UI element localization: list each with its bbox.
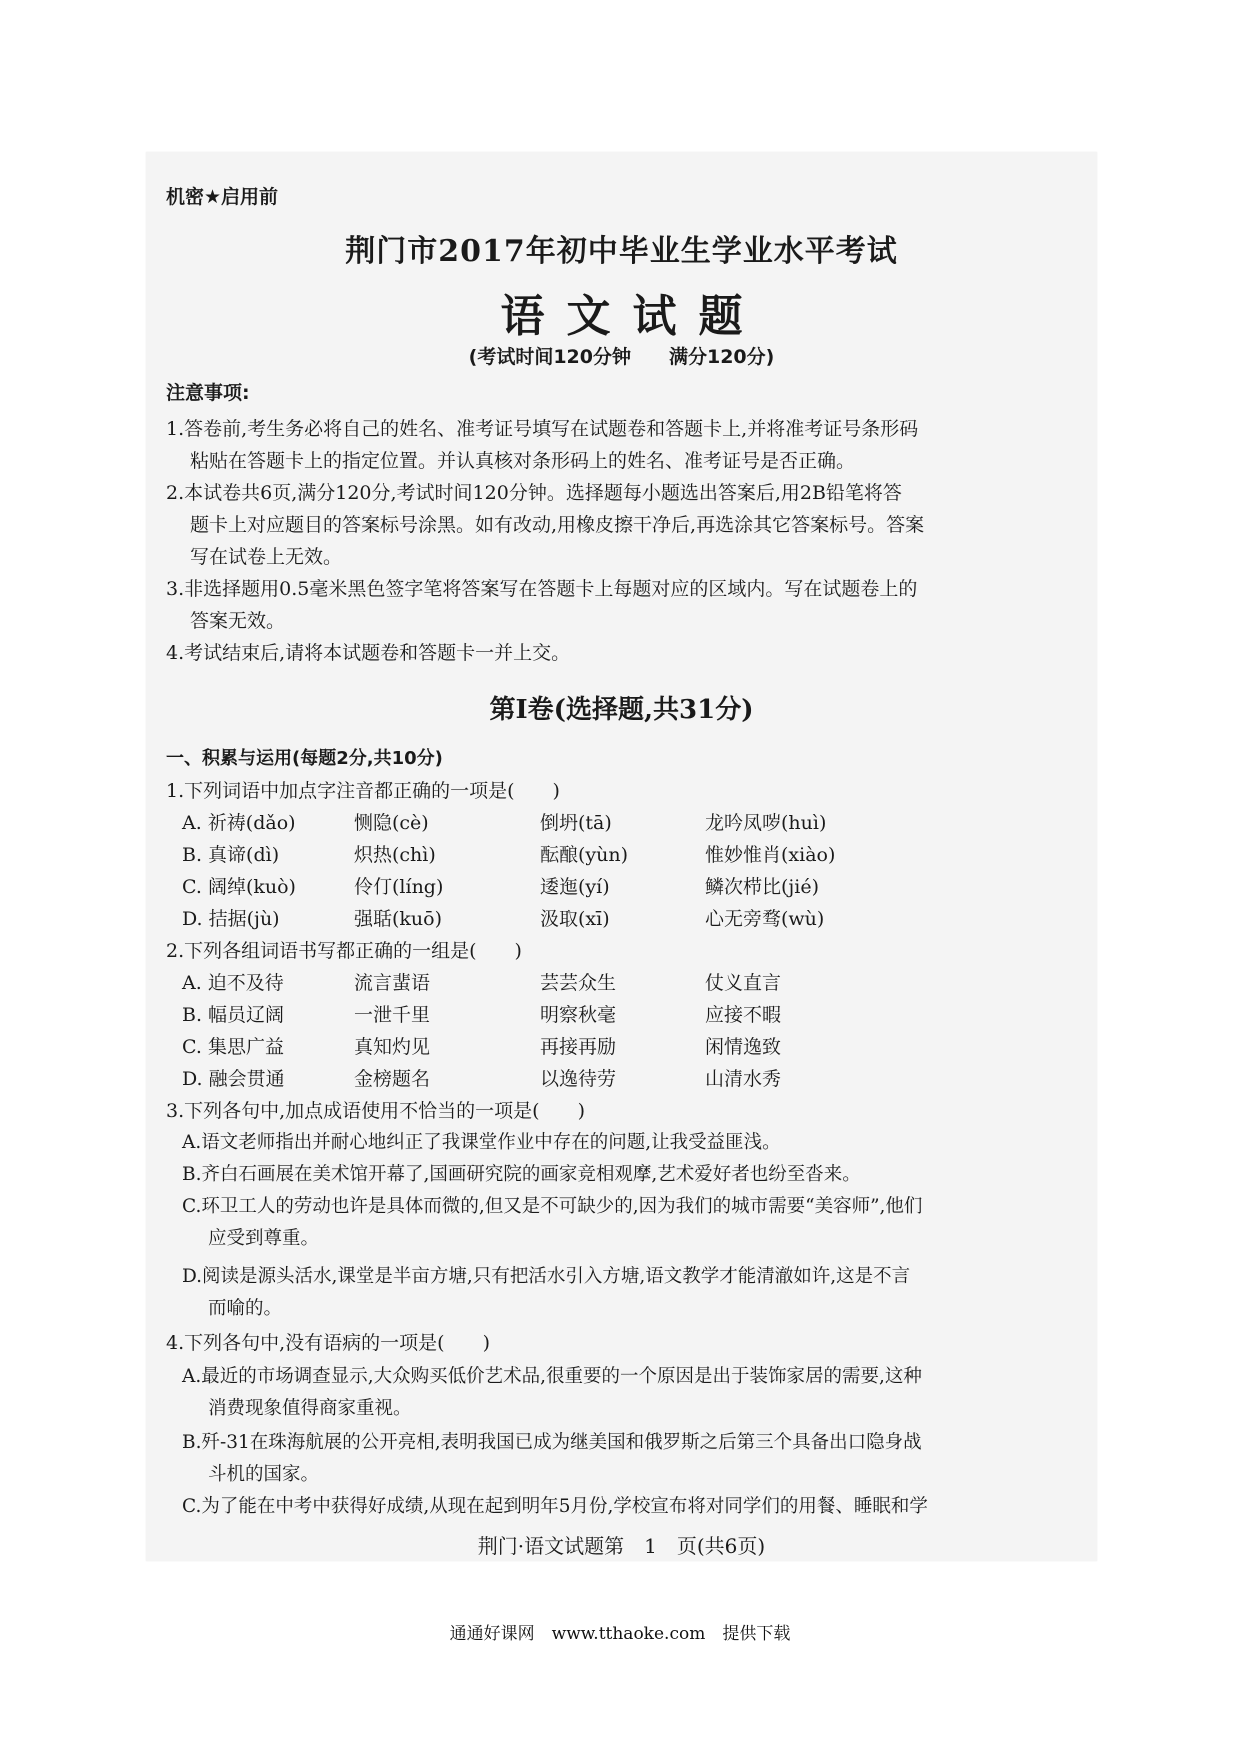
q1-cell: B. 真谛(dì) [182, 844, 280, 866]
q1-cell: 倒坍(tā) [540, 812, 612, 834]
q4-option-line: C.为了能在中考中获得好成绩,从现在起到明年5月份,学校宣布将对同学们的用餐、睡眠和学 [182, 1496, 928, 1517]
q1-cell: 伶仃(líng) [354, 876, 444, 898]
q1-cell: 惟妙惟肖(xiào) [705, 844, 836, 866]
q2-cell: B. 幅员辽阔 [182, 1004, 285, 1026]
q3-option-line: A.语文老师指出并耐心地纠正了我课堂作业中存在的问题,让我受益匪浅。 [182, 1132, 781, 1153]
q4-option-line: A.最近的市场调查显示,大众购买低价艺术品,很重要的一个原因是出于装饰家居的需要,这种 [182, 1366, 922, 1387]
q1-option-row [182, 872, 1062, 902]
question-1-stem: 1.下列词语中加点字注音都正确的一项是( ) [166, 780, 560, 802]
q3-option-line: 而喻的。 [208, 1298, 283, 1319]
q1-cell: 逶迤(yí) [540, 876, 610, 898]
note-line: 写在试卷上无效。 [190, 546, 343, 568]
question-2-stem: 2.下列各组词语书写都正确的一组是( ) [166, 940, 522, 962]
section-title: 一、积累与运用(每题2分,共10分) [166, 748, 443, 769]
q4-option-line: 消费现象值得商家重视。 [208, 1398, 412, 1419]
q1-cell: 鳞次栉比(jié) [705, 876, 820, 898]
q2-cell: 再接再励 [540, 1036, 617, 1058]
q1-cell: D. 拮据(jù) [182, 908, 280, 930]
q1-option-row [182, 904, 1062, 934]
note-line: 1.答卷前,考生务必将自己的姓名、准考证号填写在试题卷和答题卡上,并将准考证号条形码 [166, 418, 919, 440]
q1-option-row [182, 840, 1062, 870]
q2-cell: 真知灼见 [354, 1036, 431, 1058]
q2-cell: 明察秋毫 [540, 1004, 617, 1026]
q1-cell: 强聒(kuō) [354, 908, 443, 930]
q1-cell: 炽热(chì) [354, 844, 436, 866]
q2-cell: D. 融会贯通 [182, 1068, 285, 1090]
download-note: 通通好课网 www.tthaoke.com 提供下载 [449, 1624, 791, 1644]
notes-heading: 注意事项: [166, 382, 250, 404]
note-line: 答案无效。 [190, 610, 286, 632]
q2-option-row [182, 1064, 1062, 1094]
q3-option-line: B.齐白石画展在美术馆开幕了,国画研究院的画家竞相观摩,艺术爱好者也纷至沓来。 [182, 1164, 861, 1185]
subject-title: 语文试题 [500, 291, 765, 342]
q3-option-line: C.环卫工人的劳动也许是具体而微的,但又是不可缺少的,因为我们的城市需要“美容师”,他们 [182, 1196, 923, 1217]
question-4-stem: 4.下列各句中,没有语病的一项是( ) [166, 1332, 490, 1354]
q1-cell: 汲取(xī) [540, 908, 610, 930]
q3-option-line: 应受到尊重。 [208, 1228, 320, 1249]
q2-cell: A. 迫不及待 [182, 972, 284, 994]
note-line: 2.本试卷共6页,满分120分,考试时间120分钟。选择题每小题选出答案后,用2B铅笔将答 [166, 482, 902, 504]
exam-title: 荆门市2017年初中毕业生学业水平考试 [345, 234, 898, 269]
q3-option-line: D.阅读是源头活水,课堂是半亩方塘,只有把活水引入方塘,语文教学才能清澈如许,这是不言 [182, 1266, 911, 1287]
q1-cell: A. 祈祷(dǎo) [182, 812, 296, 834]
q2-option-row [182, 968, 1062, 998]
confidential-label: 机密★启用前 [166, 186, 279, 208]
q2-cell: 一泄千里 [354, 1004, 431, 1026]
q1-cell: 龙吟凤哕(huì) [705, 812, 827, 834]
q4-option-line: 斗机的国家。 [208, 1464, 320, 1485]
q2-cell: 流言蜚语 [354, 972, 431, 994]
time-info: (考试时间120分钟 满分120分) [468, 346, 775, 368]
q2-cell: 芸芸众生 [540, 972, 617, 994]
note-line: 粘贴在答题卡上的指定位置。并认真核对条形码上的姓名、准考证号是否正确。 [190, 450, 856, 472]
note-line: 3.非选择题用0.5毫米黑色签字笔将答案写在答题卡上每题对应的区域内。写在试题卷上的 [166, 578, 918, 600]
q1-cell: 恻隐(cè) [354, 812, 429, 834]
note-line: 4.考试结束后,请将本试题卷和答题卡一并上交。 [166, 642, 571, 664]
q2-option-row [182, 1000, 1062, 1030]
q2-cell: 闲情逸致 [705, 1036, 782, 1058]
q2-cell: 金榜题名 [354, 1068, 431, 1090]
q2-cell: C. 集思广益 [182, 1036, 284, 1058]
q1-cell: 心无旁骛(wù) [705, 908, 825, 930]
part-title: 第Ⅰ卷(选择题,共31分) [489, 695, 754, 725]
q4-option-line: B.歼-31在珠海航展的公开亮相,表明我国已成为继美国和俄罗斯之后第三个具备出口隐身战 [182, 1432, 922, 1453]
q2-cell: 仗义直言 [705, 972, 782, 994]
page-footer: 荆门·语文试题第 1 页(共6页) [477, 1534, 766, 1558]
note-line: 题卡上对应题目的答案标号涂黑。如有改动,用橡皮擦干净后,再选涂其它答案标号。答案 [190, 514, 925, 536]
q2-cell: 山清水秀 [705, 1068, 782, 1090]
question-3-stem: 3.下列各句中,加点成语使用不恰当的一项是( ) [166, 1100, 585, 1122]
q2-cell: 以逸待劳 [540, 1068, 617, 1090]
q1-option-row [182, 808, 1062, 838]
q1-cell: C. 阔绰(kuò) [182, 876, 296, 898]
q2-cell: 应接不暇 [705, 1004, 782, 1026]
q1-cell: 酝酿(yùn) [540, 844, 629, 866]
exam-page [146, 152, 1097, 1561]
q2-option-row [182, 1032, 1062, 1062]
